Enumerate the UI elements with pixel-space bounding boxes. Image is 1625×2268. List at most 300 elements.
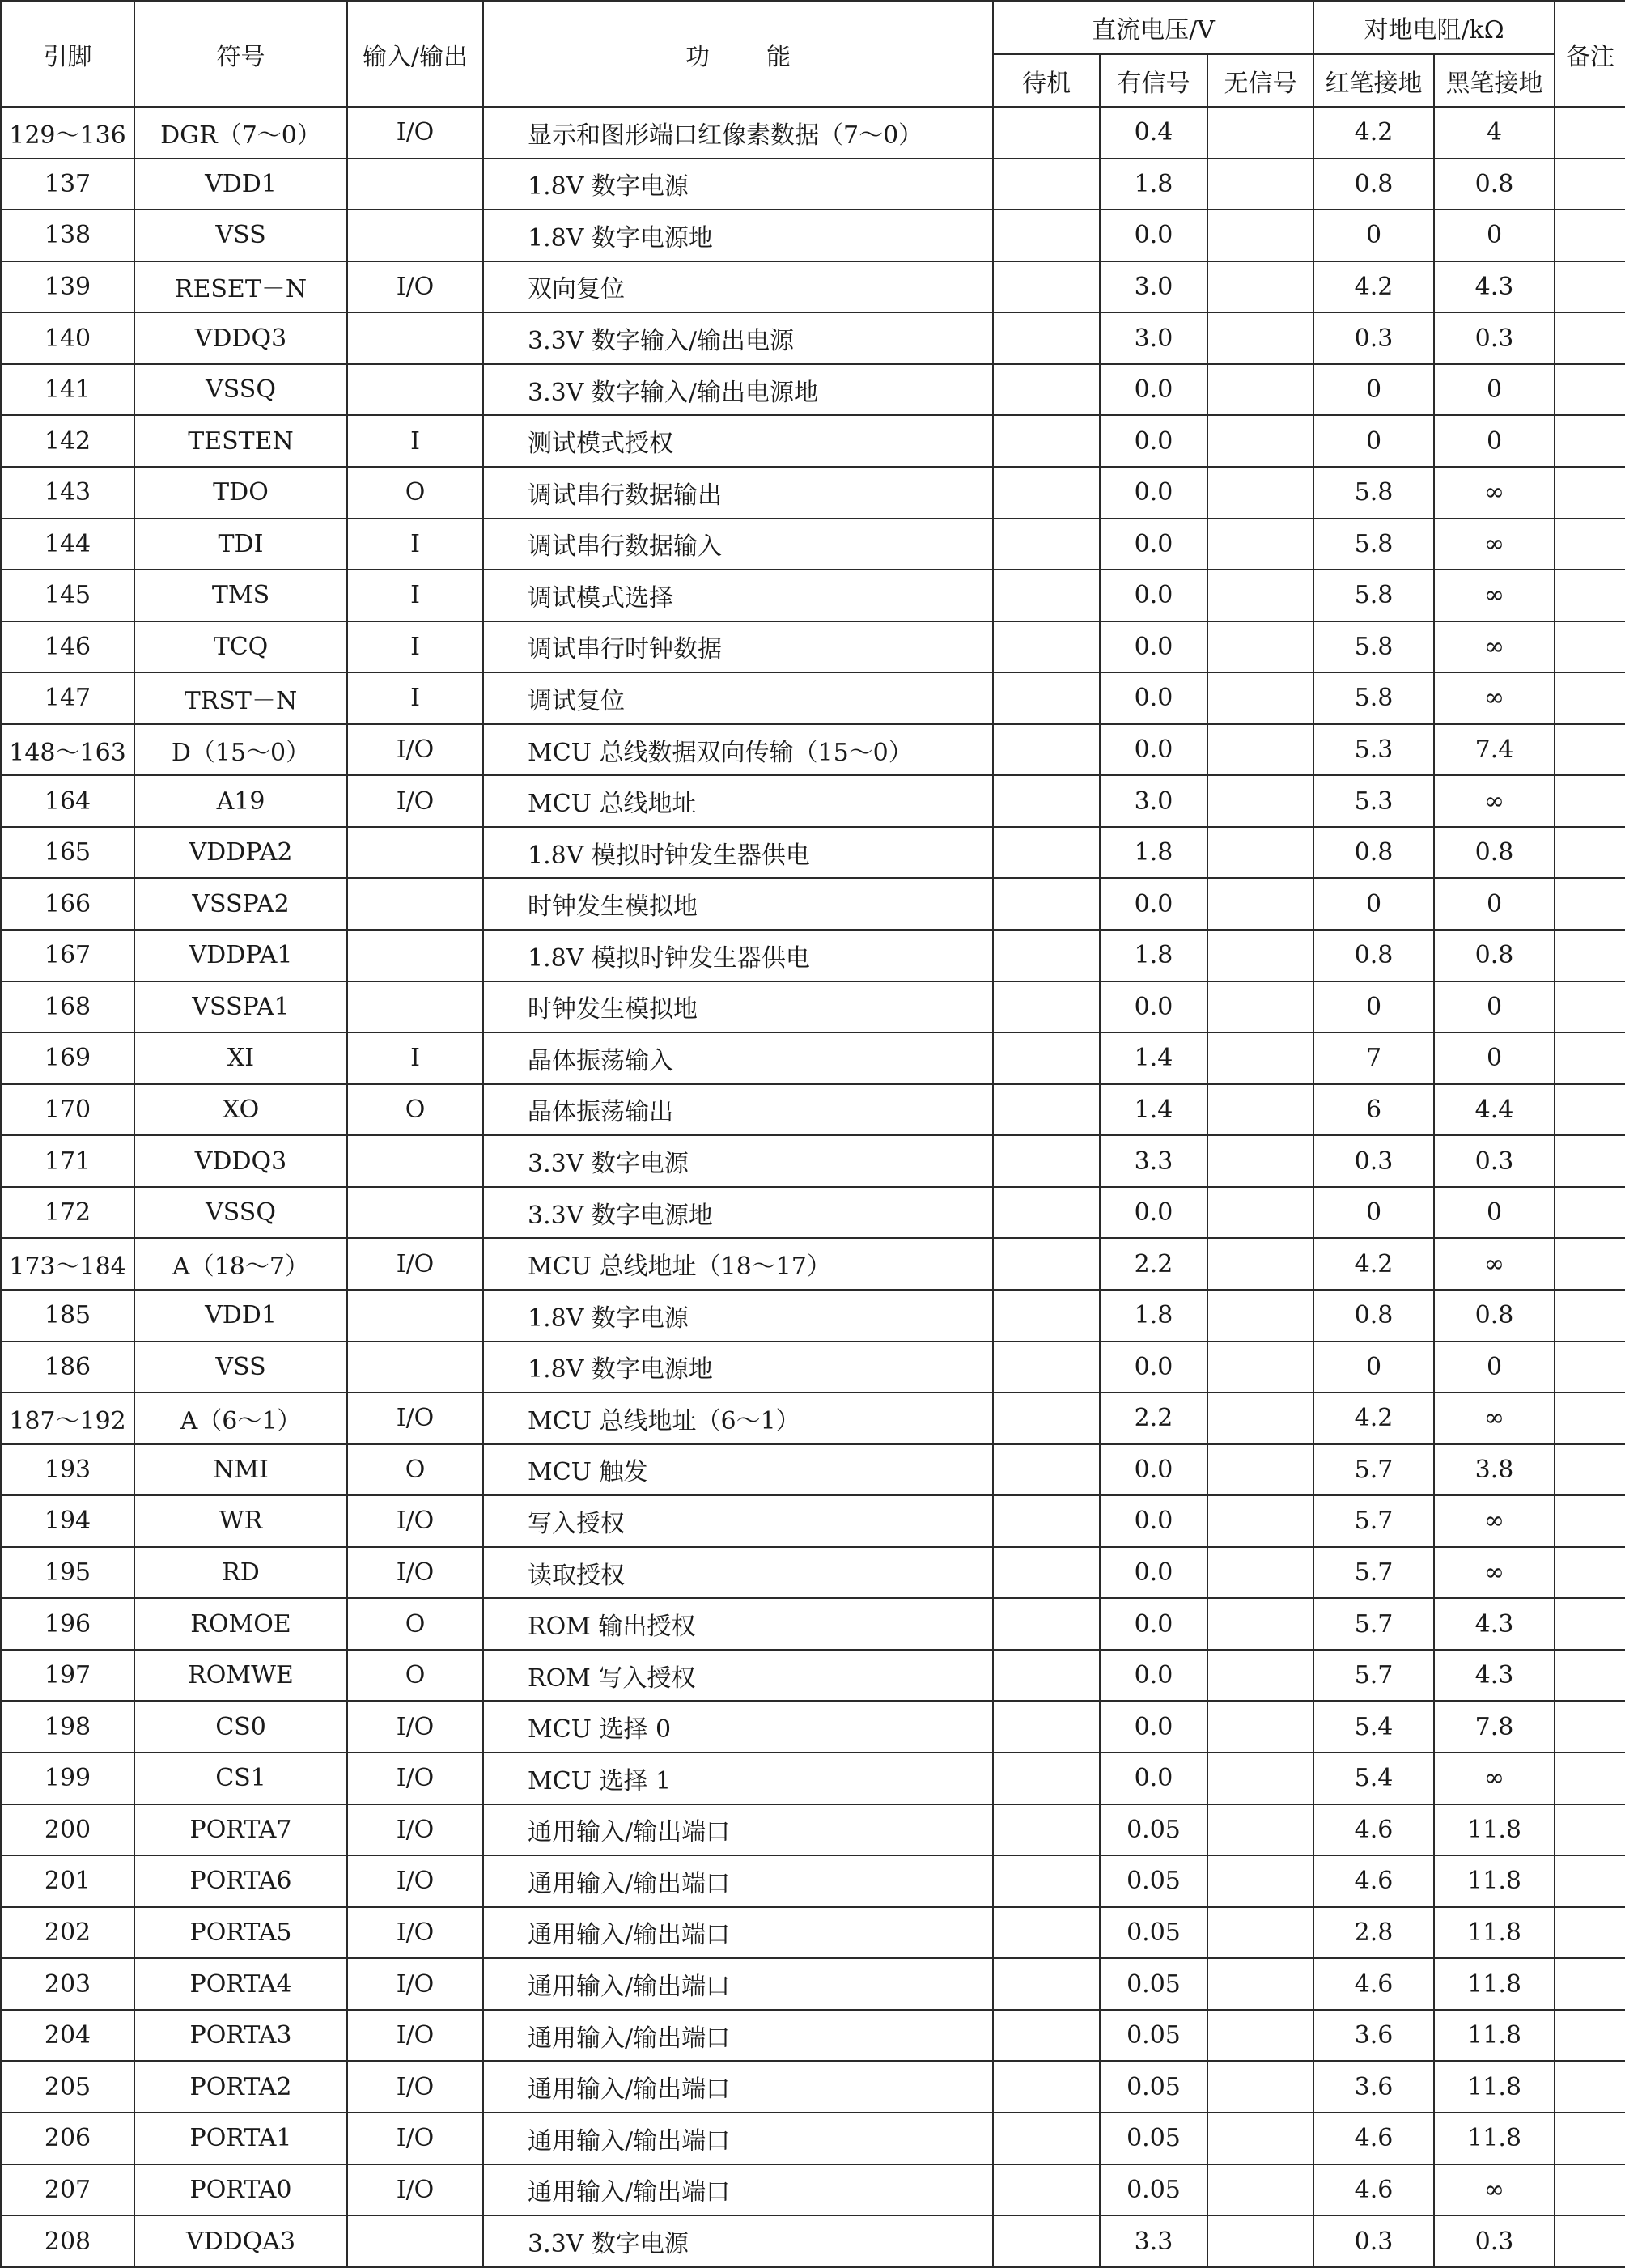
cell-red-probe: 0 bbox=[1313, 981, 1434, 1033]
cell-standby bbox=[993, 1598, 1100, 1650]
table-row bbox=[1, 672, 1625, 724]
cell-function: 通用输入/输出端口 bbox=[483, 2113, 993, 2164]
cell-standby bbox=[993, 467, 1100, 519]
cell-pin: 166 bbox=[1, 878, 134, 930]
cell-standby bbox=[993, 930, 1100, 981]
cell-remarks bbox=[1555, 467, 1625, 519]
cell-function: 3.3V 数字电源 bbox=[483, 2215, 993, 2267]
cell-remarks bbox=[1555, 1393, 1625, 1444]
header-no-signal: 无信号 bbox=[1207, 54, 1313, 107]
cell-io: I/O bbox=[347, 1855, 483, 1907]
table-row bbox=[1, 415, 1625, 467]
cell-io: I/O bbox=[347, 1238, 483, 1290]
cell-no-signal bbox=[1207, 467, 1313, 519]
table-row bbox=[1, 1135, 1625, 1187]
cell-symbol: PORTA2 bbox=[134, 2061, 347, 2113]
cell-pin: 203 bbox=[1, 1958, 134, 2010]
cell-standby bbox=[993, 1342, 1100, 1393]
cell-pin: 168 bbox=[1, 981, 134, 1033]
cell-with-signal: 0.0 bbox=[1100, 1187, 1207, 1239]
cell-function: 3.3V 数字电源 bbox=[483, 1135, 993, 1187]
cell-no-signal bbox=[1207, 312, 1313, 364]
cell-pin: 171 bbox=[1, 1135, 134, 1187]
cell-no-signal bbox=[1207, 159, 1313, 210]
cell-no-signal bbox=[1207, 1342, 1313, 1393]
cell-red-probe: 5.8 bbox=[1313, 672, 1434, 724]
cell-red-probe: 4.2 bbox=[1313, 1238, 1434, 1290]
cell-function: 调试串行数据输出 bbox=[483, 467, 993, 519]
cell-io: I/O bbox=[347, 775, 483, 827]
cell-black-probe: ∞ bbox=[1434, 570, 1555, 621]
cell-pin: 196 bbox=[1, 1598, 134, 1650]
cell-remarks bbox=[1555, 570, 1625, 621]
cell-red-probe: 0.3 bbox=[1313, 2215, 1434, 2267]
cell-remarks bbox=[1555, 930, 1625, 981]
cell-symbol: TRST－N bbox=[134, 672, 347, 724]
cell-symbol: VSSQ bbox=[134, 364, 347, 416]
cell-pin: 208 bbox=[1, 2215, 134, 2267]
cell-io: I bbox=[347, 570, 483, 621]
cell-black-probe: 0.3 bbox=[1434, 2215, 1555, 2267]
cell-function: 通用输入/输出端口 bbox=[483, 1855, 993, 1907]
cell-standby bbox=[993, 2113, 1100, 2164]
table-row bbox=[1, 1701, 1625, 1753]
cell-remarks bbox=[1555, 981, 1625, 1033]
cell-io bbox=[347, 1342, 483, 1393]
table-row bbox=[1, 1444, 1625, 1496]
cell-standby bbox=[993, 981, 1100, 1033]
cell-io bbox=[347, 1290, 483, 1342]
cell-red-probe: 4.2 bbox=[1313, 1393, 1434, 1444]
table-row bbox=[1, 775, 1625, 827]
cell-no-signal bbox=[1207, 621, 1313, 673]
cell-no-signal bbox=[1207, 1290, 1313, 1342]
cell-function: 1.8V 数字电源 bbox=[483, 159, 993, 210]
cell-with-signal: 0.0 bbox=[1100, 1342, 1207, 1393]
cell-black-probe: 7.4 bbox=[1434, 724, 1555, 776]
cell-no-signal bbox=[1207, 1598, 1313, 1650]
cell-remarks bbox=[1555, 827, 1625, 879]
cell-remarks bbox=[1555, 415, 1625, 467]
cell-remarks bbox=[1555, 1547, 1625, 1599]
cell-red-probe: 4.6 bbox=[1313, 2164, 1434, 2216]
cell-with-signal: 0.0 bbox=[1100, 1650, 1207, 1702]
cell-remarks bbox=[1555, 364, 1625, 416]
table-row bbox=[1, 724, 1625, 776]
table-row bbox=[1, 159, 1625, 210]
table-row bbox=[1, 2164, 1625, 2216]
cell-black-probe: 0 bbox=[1434, 210, 1555, 261]
cell-standby bbox=[993, 1753, 1100, 1804]
cell-standby bbox=[993, 1701, 1100, 1753]
cell-red-probe: 5.8 bbox=[1313, 570, 1434, 621]
cell-with-signal: 0.0 bbox=[1100, 621, 1207, 673]
cell-symbol: VSSPA1 bbox=[134, 981, 347, 1033]
cell-function: 1.8V 模拟时钟发生器供电 bbox=[483, 827, 993, 879]
cell-no-signal bbox=[1207, 981, 1313, 1033]
cell-pin: 207 bbox=[1, 2164, 134, 2216]
cell-with-signal: 1.8 bbox=[1100, 159, 1207, 210]
cell-black-probe: 11.8 bbox=[1434, 1907, 1555, 1959]
cell-red-probe: 0.8 bbox=[1313, 1290, 1434, 1342]
cell-pin: 195 bbox=[1, 1547, 134, 1599]
cell-with-signal: 0.05 bbox=[1100, 2061, 1207, 2113]
cell-standby bbox=[993, 1290, 1100, 1342]
cell-io: I/O bbox=[347, 2164, 483, 2216]
cell-red-probe: 5.7 bbox=[1313, 1444, 1434, 1496]
cell-red-probe: 4.6 bbox=[1313, 1855, 1434, 1907]
cell-standby bbox=[993, 1855, 1100, 1907]
cell-symbol: XI bbox=[134, 1032, 347, 1084]
cell-io: O bbox=[347, 1598, 483, 1650]
cell-io bbox=[347, 827, 483, 879]
cell-io bbox=[347, 312, 483, 364]
cell-io bbox=[347, 364, 483, 416]
cell-with-signal: 0.0 bbox=[1100, 1598, 1207, 1650]
cell-no-signal bbox=[1207, 775, 1313, 827]
cell-black-probe: ∞ bbox=[1434, 672, 1555, 724]
cell-no-signal bbox=[1207, 2010, 1313, 2062]
cell-symbol: VDDQA3 bbox=[134, 2215, 347, 2267]
header-dc-voltage: 直流电压/V bbox=[993, 1, 1313, 54]
cell-no-signal bbox=[1207, 2061, 1313, 2113]
cell-function: 调试串行时钟数据 bbox=[483, 621, 993, 673]
cell-black-probe: ∞ bbox=[1434, 1547, 1555, 1599]
cell-remarks bbox=[1555, 2164, 1625, 2216]
cell-red-probe: 5.7 bbox=[1313, 1650, 1434, 1702]
cell-red-probe: 0 bbox=[1313, 210, 1434, 261]
table-row bbox=[1, 364, 1625, 416]
table-row bbox=[1, 2010, 1625, 2062]
cell-function: 双向复位 bbox=[483, 261, 993, 313]
cell-with-signal: 3.3 bbox=[1100, 2215, 1207, 2267]
cell-io: I/O bbox=[347, 1547, 483, 1599]
table-row bbox=[1, 1855, 1625, 1907]
cell-io bbox=[347, 159, 483, 210]
cell-with-signal: 3.0 bbox=[1100, 312, 1207, 364]
cell-remarks bbox=[1555, 1342, 1625, 1393]
cell-pin: 202 bbox=[1, 1907, 134, 1959]
cell-io bbox=[347, 878, 483, 930]
cell-io: I bbox=[347, 519, 483, 570]
table-row bbox=[1, 1547, 1625, 1599]
cell-remarks bbox=[1555, 2061, 1625, 2113]
cell-symbol: PORTA4 bbox=[134, 1958, 347, 2010]
cell-red-probe: 0.8 bbox=[1313, 159, 1434, 210]
table-row bbox=[1, 1753, 1625, 1804]
cell-no-signal bbox=[1207, 724, 1313, 776]
cell-standby bbox=[993, 364, 1100, 416]
header-remarks: 备注 bbox=[1555, 1, 1625, 107]
cell-standby bbox=[993, 1547, 1100, 1599]
cell-black-probe: 11.8 bbox=[1434, 1958, 1555, 2010]
cell-pin: 165 bbox=[1, 827, 134, 879]
cell-pin: 129～136 bbox=[1, 107, 134, 159]
cell-black-probe: 0 bbox=[1434, 415, 1555, 467]
cell-no-signal bbox=[1207, 1701, 1313, 1753]
cell-pin: 198 bbox=[1, 1701, 134, 1753]
cell-function: 晶体振荡输入 bbox=[483, 1032, 993, 1084]
cell-function: 1.8V 数字电源地 bbox=[483, 210, 993, 261]
cell-with-signal: 3.0 bbox=[1100, 261, 1207, 313]
cell-remarks bbox=[1555, 1650, 1625, 1702]
cell-with-signal: 0.0 bbox=[1100, 415, 1207, 467]
cell-with-signal: 0.05 bbox=[1100, 1855, 1207, 1907]
cell-symbol: D（15～0） bbox=[134, 724, 347, 776]
cell-pin: 139 bbox=[1, 261, 134, 313]
cell-no-signal bbox=[1207, 2113, 1313, 2164]
cell-red-probe: 5.4 bbox=[1313, 1701, 1434, 1753]
cell-black-probe: 4.3 bbox=[1434, 1598, 1555, 1650]
cell-function: 通用输入/输出端口 bbox=[483, 1958, 993, 2010]
cell-symbol: TCQ bbox=[134, 621, 347, 673]
cell-standby bbox=[993, 672, 1100, 724]
cell-symbol: TDO bbox=[134, 467, 347, 519]
cell-with-signal: 3.3 bbox=[1100, 1135, 1207, 1187]
cell-function: 1.8V 数字电源 bbox=[483, 1290, 993, 1342]
cell-red-probe: 0 bbox=[1313, 415, 1434, 467]
cell-with-signal: 0.05 bbox=[1100, 2164, 1207, 2216]
cell-pin: 200 bbox=[1, 1804, 134, 1856]
cell-symbol: RD bbox=[134, 1547, 347, 1599]
cell-red-probe: 4.2 bbox=[1313, 107, 1434, 159]
cell-function: 3.3V 数字输入/输出电源 bbox=[483, 312, 993, 364]
cell-no-signal bbox=[1207, 1393, 1313, 1444]
cell-black-probe: 11.8 bbox=[1434, 2061, 1555, 2113]
cell-no-signal bbox=[1207, 827, 1313, 879]
table-row bbox=[1, 2113, 1625, 2164]
cell-function: 时钟发生模拟地 bbox=[483, 878, 993, 930]
cell-standby bbox=[993, 2061, 1100, 2113]
cell-black-probe: 0.8 bbox=[1434, 827, 1555, 879]
cell-symbol: A19 bbox=[134, 775, 347, 827]
table-row bbox=[1, 570, 1625, 621]
table-row bbox=[1, 1495, 1625, 1547]
cell-function: 调试串行数据输入 bbox=[483, 519, 993, 570]
cell-remarks bbox=[1555, 1753, 1625, 1804]
cell-io bbox=[347, 981, 483, 1033]
cell-symbol: XO bbox=[134, 1084, 347, 1136]
cell-io: I bbox=[347, 621, 483, 673]
cell-standby bbox=[993, 621, 1100, 673]
table-row bbox=[1, 878, 1625, 930]
cell-black-probe: 4.3 bbox=[1434, 261, 1555, 313]
cell-no-signal bbox=[1207, 415, 1313, 467]
cell-symbol: VSSQ bbox=[134, 1187, 347, 1239]
cell-symbol: TMS bbox=[134, 570, 347, 621]
cell-black-probe: ∞ bbox=[1434, 1495, 1555, 1547]
cell-remarks bbox=[1555, 1032, 1625, 1084]
cell-symbol: PORTA0 bbox=[134, 2164, 347, 2216]
cell-remarks bbox=[1555, 1444, 1625, 1496]
cell-function: MCU 选择 0 bbox=[483, 1701, 993, 1753]
cell-io: I/O bbox=[347, 107, 483, 159]
table-row bbox=[1, 2215, 1625, 2267]
cell-remarks bbox=[1555, 724, 1625, 776]
cell-with-signal: 1.8 bbox=[1100, 1290, 1207, 1342]
cell-function: 调试模式选择 bbox=[483, 570, 993, 621]
table-row bbox=[1, 210, 1625, 261]
cell-pin: 194 bbox=[1, 1495, 134, 1547]
cell-with-signal: 0.0 bbox=[1100, 672, 1207, 724]
cell-with-signal: 0.0 bbox=[1100, 519, 1207, 570]
cell-remarks bbox=[1555, 2113, 1625, 2164]
cell-remarks bbox=[1555, 1290, 1625, 1342]
cell-standby bbox=[993, 107, 1100, 159]
cell-symbol: CS0 bbox=[134, 1701, 347, 1753]
cell-red-probe: 0.3 bbox=[1313, 312, 1434, 364]
cell-function: 通用输入/输出端口 bbox=[483, 2061, 993, 2113]
cell-black-probe: 11.8 bbox=[1434, 1804, 1555, 1856]
header-with-signal: 有信号 bbox=[1100, 54, 1207, 107]
cell-black-probe: 11.8 bbox=[1434, 1855, 1555, 1907]
cell-io: I/O bbox=[347, 1393, 483, 1444]
cell-no-signal bbox=[1207, 1855, 1313, 1907]
cell-pin: 199 bbox=[1, 1753, 134, 1804]
cell-with-signal: 0.0 bbox=[1100, 1753, 1207, 1804]
cell-red-probe: 5.8 bbox=[1313, 519, 1434, 570]
cell-standby bbox=[993, 1495, 1100, 1547]
cell-io: I bbox=[347, 672, 483, 724]
cell-pin: 148～163 bbox=[1, 724, 134, 776]
cell-no-signal bbox=[1207, 1804, 1313, 1856]
cell-no-signal bbox=[1207, 1495, 1313, 1547]
table-row bbox=[1, 107, 1625, 159]
cell-no-signal bbox=[1207, 210, 1313, 261]
cell-with-signal: 1.4 bbox=[1100, 1084, 1207, 1136]
cell-remarks bbox=[1555, 1855, 1625, 1907]
cell-red-probe: 4.6 bbox=[1313, 1804, 1434, 1856]
cell-red-probe: 5.7 bbox=[1313, 1598, 1434, 1650]
cell-standby bbox=[993, 1187, 1100, 1239]
cell-with-signal: 0.0 bbox=[1100, 364, 1207, 416]
cell-with-signal: 0.0 bbox=[1100, 1444, 1207, 1496]
cell-with-signal: 0.4 bbox=[1100, 107, 1207, 159]
cell-pin: 142 bbox=[1, 415, 134, 467]
header-resistance: 对地电阻/kΩ bbox=[1313, 1, 1555, 54]
cell-no-signal bbox=[1207, 570, 1313, 621]
cell-io: O bbox=[347, 467, 483, 519]
cell-standby bbox=[993, 1238, 1100, 1290]
cell-remarks bbox=[1555, 621, 1625, 673]
cell-black-probe: ∞ bbox=[1434, 775, 1555, 827]
cell-io: I/O bbox=[347, 1753, 483, 1804]
cell-io: I/O bbox=[347, 1495, 483, 1547]
cell-symbol: VSS bbox=[134, 1342, 347, 1393]
cell-black-probe: ∞ bbox=[1434, 1238, 1555, 1290]
cell-io: I/O bbox=[347, 1701, 483, 1753]
cell-io: I/O bbox=[347, 2010, 483, 2062]
cell-pin: 167 bbox=[1, 930, 134, 981]
cell-remarks bbox=[1555, 2215, 1625, 2267]
cell-pin: 193 bbox=[1, 1444, 134, 1496]
table-row bbox=[1, 1804, 1625, 1856]
header-red-probe: 红笔接地 bbox=[1313, 54, 1434, 107]
cell-remarks bbox=[1555, 2010, 1625, 2062]
cell-function: 通用输入/输出端口 bbox=[483, 2010, 993, 2062]
cell-symbol: VDD1 bbox=[134, 159, 347, 210]
cell-with-signal: 1.4 bbox=[1100, 1032, 1207, 1084]
cell-black-probe: 0 bbox=[1434, 1187, 1555, 1239]
cell-io: I/O bbox=[347, 261, 483, 313]
cell-io: I/O bbox=[347, 2061, 483, 2113]
cell-pin: 201 bbox=[1, 1855, 134, 1907]
cell-with-signal: 2.2 bbox=[1100, 1393, 1207, 1444]
cell-no-signal bbox=[1207, 2215, 1313, 2267]
cell-standby bbox=[993, 210, 1100, 261]
cell-black-probe: 7.8 bbox=[1434, 1701, 1555, 1753]
cell-black-probe: ∞ bbox=[1434, 467, 1555, 519]
cell-remarks bbox=[1555, 210, 1625, 261]
cell-function: 1.8V 模拟时钟发生器供电 bbox=[483, 930, 993, 981]
cell-black-probe: 0.3 bbox=[1434, 1135, 1555, 1187]
cell-symbol: PORTA7 bbox=[134, 1804, 347, 1856]
cell-black-probe: 0.8 bbox=[1434, 1290, 1555, 1342]
cell-red-probe: 5.4 bbox=[1313, 1753, 1434, 1804]
cell-symbol: NMI bbox=[134, 1444, 347, 1496]
cell-symbol: PORTA3 bbox=[134, 2010, 347, 2062]
cell-red-probe: 0 bbox=[1313, 1187, 1434, 1239]
cell-no-signal bbox=[1207, 672, 1313, 724]
cell-no-signal bbox=[1207, 1032, 1313, 1084]
cell-standby bbox=[993, 1444, 1100, 1496]
cell-symbol: WR bbox=[134, 1495, 347, 1547]
cell-standby bbox=[993, 519, 1100, 570]
cell-remarks bbox=[1555, 1187, 1625, 1239]
cell-no-signal bbox=[1207, 107, 1313, 159]
cell-red-probe: 0.8 bbox=[1313, 930, 1434, 981]
cell-red-probe: 5.7 bbox=[1313, 1547, 1434, 1599]
cell-pin: 170 bbox=[1, 1084, 134, 1136]
cell-io bbox=[347, 2215, 483, 2267]
cell-no-signal bbox=[1207, 1187, 1313, 1239]
cell-black-probe: 0.8 bbox=[1434, 159, 1555, 210]
cell-io: I/O bbox=[347, 1958, 483, 2010]
cell-remarks bbox=[1555, 1958, 1625, 2010]
cell-standby bbox=[993, 2215, 1100, 2267]
cell-with-signal: 0.0 bbox=[1100, 1701, 1207, 1753]
cell-io bbox=[347, 1135, 483, 1187]
cell-symbol: VDD1 bbox=[134, 1290, 347, 1342]
cell-function: 1.8V 数字电源地 bbox=[483, 1342, 993, 1393]
cell-black-probe: 4.3 bbox=[1434, 1650, 1555, 1702]
cell-remarks bbox=[1555, 107, 1625, 159]
table-row bbox=[1, 1907, 1625, 1959]
cell-no-signal bbox=[1207, 878, 1313, 930]
header-function-char-2: 能 bbox=[766, 42, 791, 71]
cell-remarks bbox=[1555, 261, 1625, 313]
cell-pin: 172 bbox=[1, 1187, 134, 1239]
table-row bbox=[1, 1342, 1625, 1393]
cell-no-signal bbox=[1207, 1238, 1313, 1290]
cell-function: ROM 写入授权 bbox=[483, 1650, 993, 1702]
cell-standby bbox=[993, 775, 1100, 827]
header-function bbox=[483, 1, 993, 107]
cell-symbol: A（6～1） bbox=[134, 1393, 347, 1444]
cell-standby bbox=[993, 1907, 1100, 1959]
cell-function: 通用输入/输出端口 bbox=[483, 2164, 993, 2216]
table-row bbox=[1, 2061, 1625, 2113]
cell-red-probe: 5.8 bbox=[1313, 621, 1434, 673]
cell-standby bbox=[993, 570, 1100, 621]
cell-black-probe: 0 bbox=[1434, 1342, 1555, 1393]
cell-red-probe: 5.8 bbox=[1313, 467, 1434, 519]
cell-standby bbox=[993, 1032, 1100, 1084]
cell-function: ROM 输出授权 bbox=[483, 1598, 993, 1650]
cell-standby bbox=[993, 159, 1100, 210]
cell-with-signal: 0.0 bbox=[1100, 724, 1207, 776]
cell-function: 显示和图形端口红像素数据（7～0） bbox=[483, 107, 993, 159]
